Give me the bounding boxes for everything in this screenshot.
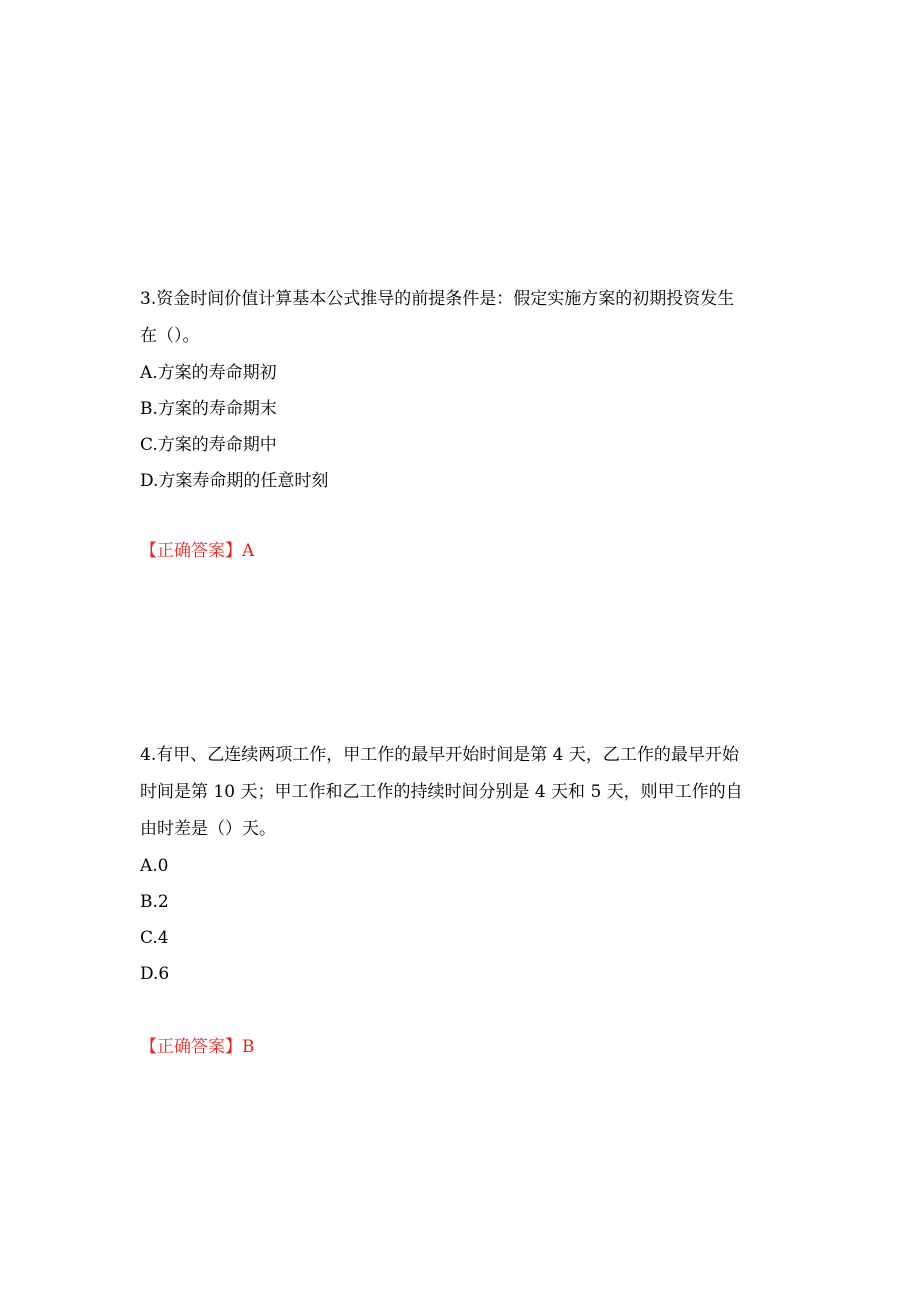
question-stem-line: 时间是第 10 天；甲工作和乙工作的持续时间分别是 4 天和 5 天，则甲工作的自 <box>140 782 743 802</box>
question-stem-line: 在（）。 <box>140 326 200 346</box>
option-b: B.2 <box>140 892 169 912</box>
correct-answer-4: 【正确答案】B <box>140 1037 255 1057</box>
question-stem-line: 4.有甲、乙连续两项工作，甲工作的最早开始时间是第 4 天，乙工作的最早开始 <box>140 745 739 765</box>
question-3 <box>140 289 790 507</box>
correct-answer-3: 【正确答案】A <box>140 541 255 561</box>
option-b: B.方案的寿命期末 <box>140 399 277 419</box>
option-c: C.方案的寿命期中 <box>140 435 277 455</box>
option-a: A.0 <box>140 856 169 876</box>
option-c: C.4 <box>140 928 169 948</box>
option-d: D.6 <box>140 964 170 984</box>
question-stem-line: 由时差是（）天。 <box>140 819 276 839</box>
option-d: D.方案寿命期的任意时刻 <box>140 471 329 491</box>
question-4 <box>140 745 790 1000</box>
question-stem-line: 3.资金时间价值计算基本公式推导的前提条件是：假定实施方案的初期投资发生 <box>140 289 735 309</box>
option-a: A.方案的寿命期初 <box>140 363 277 383</box>
